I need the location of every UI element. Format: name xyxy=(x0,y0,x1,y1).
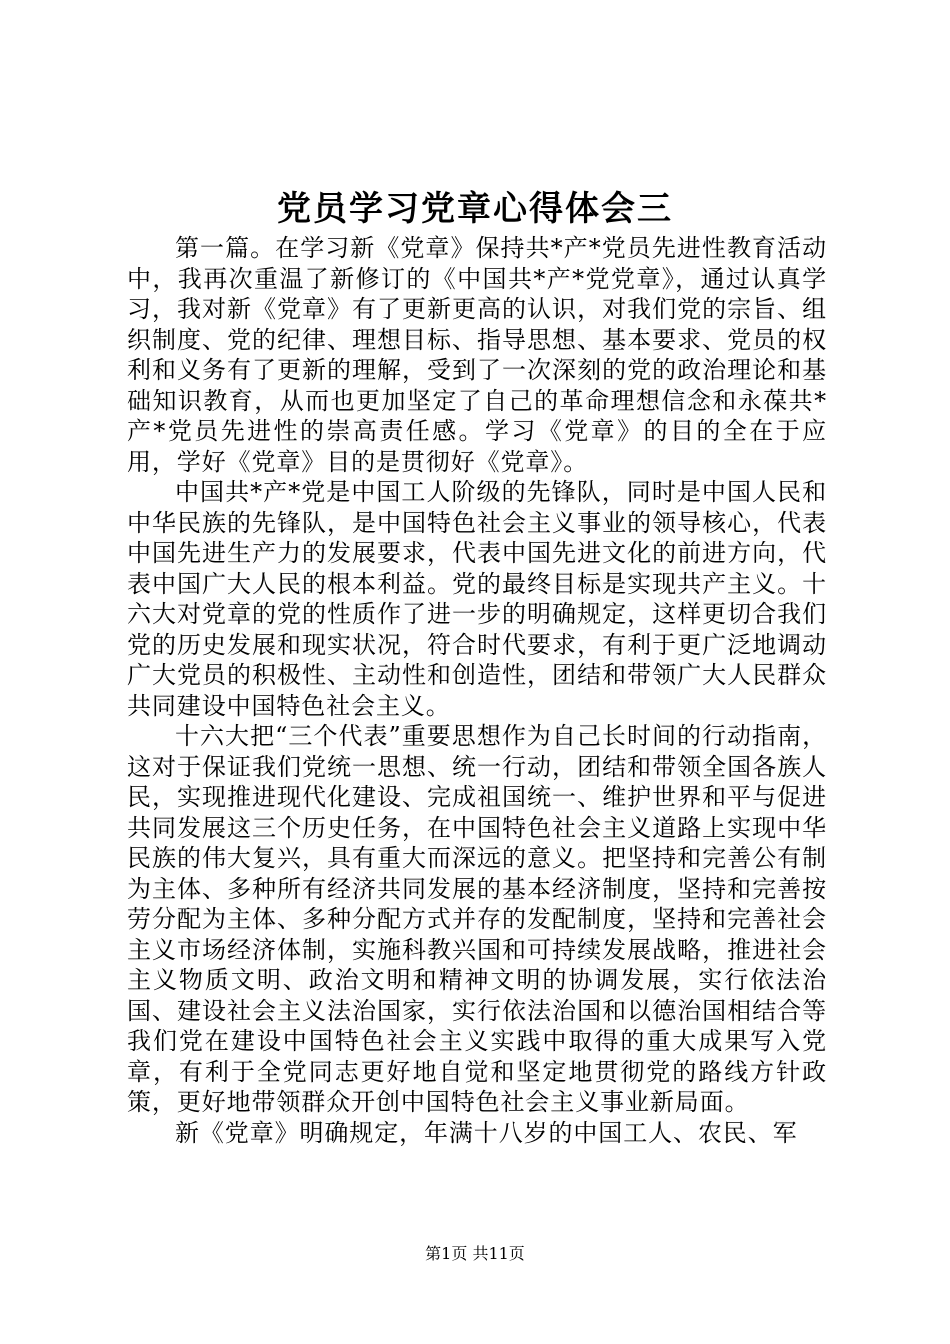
paragraph-1: 第一篇。在学习新《党章》保持共*产*党员先进性教育活动中，我再次重温了新修订的《中国共*产*党党章》，通过认真学习，我对新《党章》有了更新更高的认识，对我们党的宗旨、组织制度、党的纪律、理想目标、指导思想、基本要求、党员的权利和义务有了更新的理解，受到了一次深刻的党的政治理论和基础知识教育，从而也更加坚定了自己的革命理想信念和永葆共*产*党员先进性的崇高责任感。学习《党章》的目的全在于应用，学好《党章》目的是贯彻好《党章》。 xyxy=(127,234,827,476)
paragraph-3: 十六大把“三个代表”重要思想作为自己长时间的行动指南，这对于保证我们党统一思想、统一行动，团结和带领全国各族人民，实现推进现代化建设、完成祖国统一、维护世界和平与促进共同发展这三个历史任务，在中国特色社会主义道路上实现中华民族的伟大复兴，具有重大而深远的意义。把坚持和完善公有制为主体、多种所有经济共同发展的基本经济制度，坚持和完善按劳分配为主体、多种分配方式并存的发配制度，坚持和完善社会主义市场经济体制，实施科教兴国和可持续发展战略，推进社会主义物质文明、政治文明和精神文明的协调发展，实行依法治国、建设社会主义法治国家，实行依法治国和以德治国相结合等我们党在建设中国特色社会主义实践中取得的重大成果写入党章，有利于全党同志更好地自觉和坚定地贯彻党的路线方针政策，更好地带领群众开创中国特色社会主义事业新局面。 xyxy=(127,722,827,1116)
page-footer: 第1页 共11页 xyxy=(425,1244,525,1263)
document-body xyxy=(127,233,827,1148)
paragraph-4: 新《党章》明确规定，年满十八岁的中国工人、农民、军 xyxy=(175,1118,798,1147)
document-title: 党员学习党章心得体会三 xyxy=(277,189,673,229)
paragraph-2: 中国共*产*党是中国工人阶级的先锋队，同时是中国人民和中华民族的先锋队，是中国特色社会主义事业的领导核心，代表中国先进生产力的发展要求，代表中国先进文化的前进方向，代表中国广大人民的根本利益。党的最终目标是实现共产主义。十六大对党章的党的性质作了进一步的明确规定，这样更切合我们党的历史发展和现实状况，符合时代要求，有利于更广泛地调动广大党员的积极性、主动性和创造性，团结和带领广大人民群众共同建设中国特色社会主义。 xyxy=(127,478,827,720)
